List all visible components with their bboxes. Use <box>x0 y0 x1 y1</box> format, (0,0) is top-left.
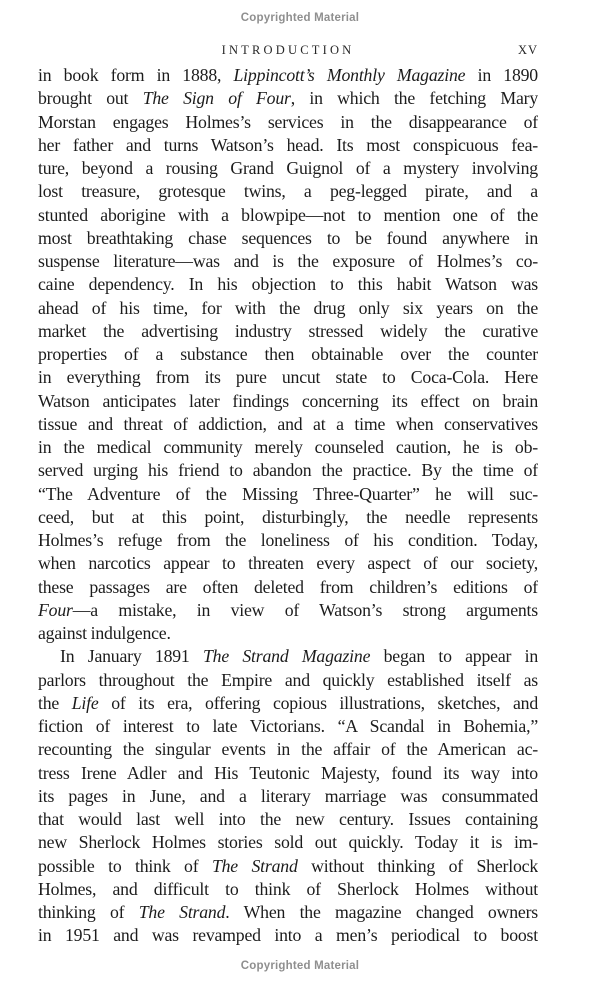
section-title: INTRODUCTION <box>221 43 355 57</box>
text-line <box>38 436 538 459</box>
text-run: most breathtaking chase sequences to be found anywhere in <box>38 227 538 248</box>
text-line <box>38 924 538 947</box>
text-run: when narcotics appear to threaten every aspect of our society, <box>38 553 538 574</box>
text-line <box>38 483 538 506</box>
text-run: properties of a substance then obtainable over the counter <box>38 344 538 364</box>
text-run: Morstan engages Holmes’s services in the disappearance of <box>38 111 538 132</box>
text-line <box>38 529 538 552</box>
italic-text-run: Lippincott’s Monthly Magazine <box>233 65 466 85</box>
text-run: possible to think of <box>38 855 212 876</box>
text-line <box>38 87 538 110</box>
text-line <box>38 413 538 436</box>
text-run: fiction of interest to late Victorians. “A Scandal in Bohemia,” <box>38 716 538 736</box>
text-run: began to appear in <box>370 646 538 667</box>
text-line <box>38 738 538 761</box>
text-run: brought out <box>38 88 143 109</box>
italic-text-run: The Strand <box>211 855 298 876</box>
text-run: in 1890 <box>465 65 538 85</box>
text-line <box>38 297 538 320</box>
text-run: its pages in June, and a literary marriage was consummated <box>38 785 538 806</box>
text-run: served urging his friend to abandon the practice. By the time of <box>38 460 538 481</box>
text-line <box>38 250 538 273</box>
text-run: her father and turns Watson’s head. Its most conspicuous fea- <box>38 134 538 155</box>
text-line <box>38 831 538 854</box>
text-run: the <box>38 692 72 713</box>
text-run: in everything from its pure uncut state to Coca-Cola. Here <box>38 367 538 388</box>
text-line <box>38 180 538 203</box>
text-line <box>38 390 538 413</box>
text-line <box>38 366 538 389</box>
text-line <box>38 622 538 645</box>
text-run: recounting the singular events in the affair of the American ac- <box>38 739 538 760</box>
text-run: Watson anticipates later findings concerning its effect on brain <box>38 390 538 411</box>
text-line <box>38 785 538 808</box>
text-line <box>38 273 538 296</box>
text-run: market the advertising industry stressed widely the curative <box>38 320 538 341</box>
text-line <box>38 134 538 157</box>
text-run: , in which the fetching Mary <box>290 88 538 109</box>
text-run: in book form in 1888, <box>38 65 234 85</box>
text-run: ture, beyond a rousing Grand Guignol of a mystery involving <box>38 158 538 178</box>
text-line <box>38 157 538 180</box>
text-run: of its era, offering copious illustrations, sketches, and <box>98 692 538 713</box>
text-line <box>38 692 538 715</box>
text-line <box>38 111 538 134</box>
text-line <box>38 855 538 878</box>
text-line <box>38 878 538 901</box>
text-line <box>38 552 538 575</box>
text-block <box>38 64 538 948</box>
italic-text-run: The Sign of Four <box>142 88 291 109</box>
text-run: ceed, but at this point, disturbingly, the needle represents <box>38 506 538 527</box>
italic-text-run: The Strand <box>138 902 226 922</box>
text-run: tissue and threat of addiction, and at a time when conservatives <box>38 413 538 434</box>
text-run: Holmes’s refuge from the loneliness of his condition. Today, <box>38 530 538 550</box>
text-line <box>38 320 538 343</box>
text-run: ahead of his time, for with the drug only six years on the <box>38 297 538 318</box>
text-run: “The Adventure of the Missing Three-Quarter” he will suc- <box>38 483 538 504</box>
text-run: against indulgence. <box>38 623 171 643</box>
copyright-notice-top: Copyrighted Material <box>240 12 360 24</box>
italic-text-run: Four <box>38 599 73 620</box>
text-line <box>38 808 538 831</box>
text-line <box>38 343 538 366</box>
text-run: suspense literature—was and is the exposure of Holmes’s co- <box>38 251 538 271</box>
text-line <box>38 506 538 529</box>
copyright-notice-bottom: Copyrighted Material <box>240 960 360 972</box>
text-run: stunted aborigine with a blowpipe—not to mention one of the <box>38 204 538 225</box>
text-run: that would last well into the new century. Issues containing <box>38 809 538 829</box>
text-run: in the medical community merely counseled caution, he is ob- <box>38 437 538 457</box>
text-line <box>38 576 538 599</box>
text-run: in 1951 and was revamped into a men’s periodical to boost <box>38 925 538 946</box>
italic-text-run: Life <box>71 692 99 713</box>
page-number: XV <box>517 43 538 57</box>
text-run: thinking of <box>38 902 139 922</box>
text-line <box>38 599 538 622</box>
text-run: these passages are often deleted from children’s editions of <box>38 576 538 597</box>
text-line <box>38 227 538 250</box>
text-run: lost treasure, grotesque twins, a peg-legged pirate, and a <box>38 181 538 202</box>
text-line <box>38 645 538 668</box>
text-line <box>38 715 538 738</box>
text-run: parlors throughout the Empire and quickly established itself as <box>38 669 538 690</box>
text-line <box>38 64 538 87</box>
text-run: caine dependency. In his objection to this habit Watson was <box>38 274 538 295</box>
text-run: . When the magazine changed owners <box>225 902 538 922</box>
running-header <box>38 43 538 58</box>
text-run: tress Irene Adler and His Teutonic Majesty, found its way into <box>38 762 538 783</box>
text-line <box>38 901 538 924</box>
text-line <box>38 762 538 785</box>
text-run: —a mistake, in view of Watson’s strong arguments <box>72 599 538 620</box>
text-line <box>38 669 538 692</box>
text-line <box>38 204 538 227</box>
italic-text-run: The Strand Magazine <box>202 646 371 667</box>
text-run: In January 1891 <box>60 646 203 667</box>
text-line <box>38 459 538 482</box>
text-run: without thinking of Sherlock <box>297 855 538 876</box>
text-run: Holmes, and difficult to think of Sherlock Holmes without <box>38 878 538 899</box>
text-run: new Sherlock Holmes stories sold out quickly. Today it is im- <box>38 832 538 853</box>
